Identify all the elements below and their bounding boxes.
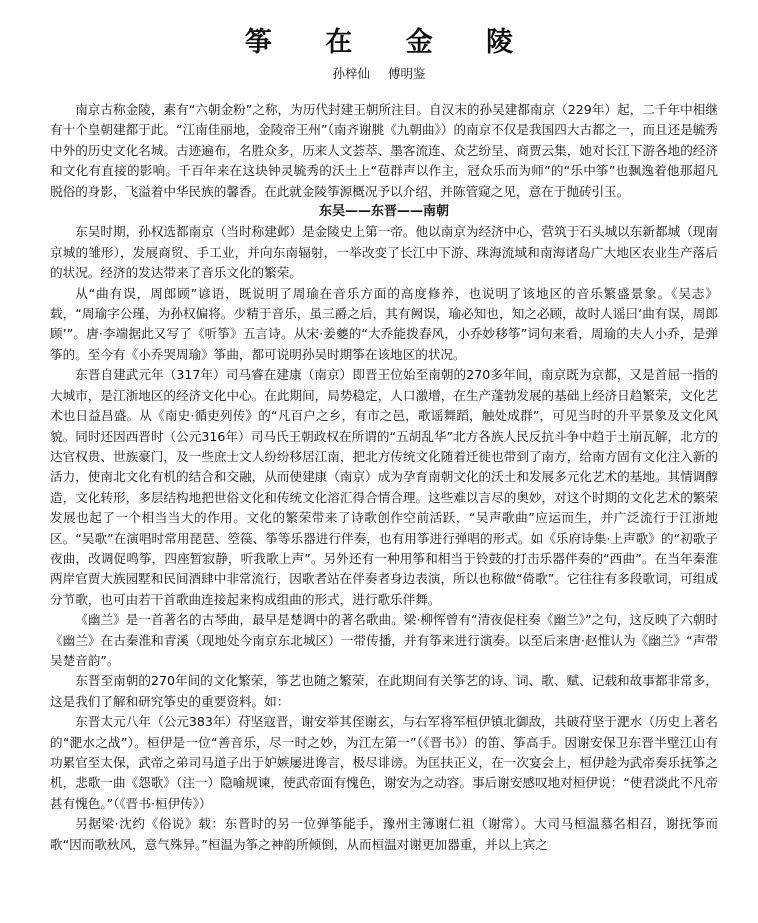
paragraph-intro: 南京古称金陵，素有“六朝金粉”之称，为历代封建王朝所注目。自汉末的孙吴建都南京（229年）起，二千年中相继有十个皇朝建都于此。“江南佳丽地，金陵帝王州”（南齐谢朓《九朝曲》）的南京不仅是我国四大古都之一，而且还是毓秀中外的历史文化名城。古迹遍布，名胜众多，历来人文荟萃、墨客流连、众艺纷呈、商贾云集，她对长江下游各地的经济和文化有直接的影响。千百年来在这块钟灵毓秀的沃土上“苞群声以作主，冠众乐而为师”的“乐中筝”也飘逸着他那超凡脱俗的身影，飞溢着中华民族的馨香。在此就金陵筝源概况予以介绍，并陈管窥之见，意在于抛砖引玉。 bbox=[50, 102, 718, 199]
paragraph-xie-shang: 另据梁·沈约《俗说》载：东晋时的另一位弹筝能手，豫州主簿谢仁祖（谢常）。大司马桓温慕名相召，谢抚筝而歌“因而歌秋风，意气殊异。”桓温为筝之神韵所倾倒，从而桓温对谢更加器重，并以上宾之 bbox=[50, 816, 718, 852]
author-line: 孙梓仙 傅明鉴 bbox=[332, 66, 426, 81]
paragraph-zhou-yu: 从“曲有误，周郎顾”谚语，既说明了周瑜在音乐方面的高度修养，也说明了该地区的音乐繁盛景象。《吴志》载，“周瑜字公瑾，为孙权偏将。少精于音乐，虽三爵之后，其有阙误，瑜必知也，知之必顾，故时人谣曰‘曲有误，周郎顾’”。唐·李端据此又写了《听筝》五言诗。从宋·姜夔的“大乔能拨春风，小乔妙移筝”词句来看，周瑜的夫人小乔，是弹筝的。至今有《小乔哭周瑜》筝曲，都可说明孙吴时期筝在该地区的状况。 bbox=[50, 285, 718, 362]
paragraph-huan-yi: 东晋太元八年（公元383年）苻坚寇晋，谢安举其侄谢玄，与右军将军桓伊镇北御敌，共破苻坚于淝水（历史上著名的“淝水之战”）。桓伊是一位“善音乐，尽一时之妙，为江左第一”（《晋书》）的笛、筝高手。因谢安保卫东晋半壁江山有功累官至太保，武帝之弟司马道子出于妒嫉屡进谗言，极尽诽谤。为匡扶正义，在一次宴会上，桓伊趁为武帝奏乐抚筝之机，悲歌一曲《怨歌》（注一）隐喻规谏，使武帝面有愧色，谢安为之动容。事后谢安感叹地对桓伊说：“使君淡此不凡帝甚有愧色。”（《晋书·桓伊传》） bbox=[50, 714, 718, 811]
paragraph-eastern-jin: 东晋自建武元年（317年）司马睿在建康（南京）即晋王位始至南朝的270多年间，南京既为京都，又是首屈一指的大城市，是江浙地区的经济文化中心。在此期间，局势稳定，人口激增，在生产蓬勃发展的基础上经济日趋繁荣，文化艺术也日益昌盛。从《南史·循吏列传》的“凡百户之乡，有市之邑，歌谣舞蹈，触处成群”，可见当时的升平景象及文化风貌。同时还因西晋时（公元316年）司马氏王朝政权在所谓的“五胡乱华”北方各族人民反抗斗争中趋于土崩瓦解，北方的达官权贵、世族豪门，及一些庶士文人纷纷移居江南，把北方传统文化随着迁徙也带到了南方，给南方固有文化注入新的活力，使南北文化有机的结合和交融，从而使建康（南京）成为孕育南朝文化的沃土和发展多元化艺术的基地。其情调醇造，文化转形，多层结构地把世俗文化和传统文化溶汇得合情合理。这些难以言尽的奥妙，对这个时期的文化艺术的繁荣发展也起了一个相当当大的作用。文化的繁荣带来了诗歌创作空前活跃，“吴声歌曲”应运而生，并广泛流行于江浙地区。“吴歌”在演唱时常用琵琶、箜篌、筝等乐器进行伴奏，也有用筝进行弹唱的形式。如《乐府诗集·上声歌》的“初歌子夜曲，改调促鸣筝，四座暂寂静，听我歌上声”。另外还有一种用筝和相当于铃鼓的打击乐器伴奏的“西曲”。在当年秦淮两岸官贾大族园墅和民间酒肆中非常流行，因歌者站在伴奏者身边表演，所以也称做“倚歌”。它往往有多段歌词，可组成分节歌，也可由若干首歌曲连接起来构成组曲的形式，进行歌乐伴舞。 bbox=[50, 367, 718, 607]
paragraph-eastern-wu: 东吴时期，孙权选都南京（当时称建邺）是金陵史上第一帝。他以南京为经济中心，营筑于石头城以东新都城（现南京城的雏形），发展商贸、手工业，并向东南辐射，一举改变了长江中下游、珠海流域和南海诸岛广大地区农业生产落后的状况。经济的发达带来了音乐文化的繁荣。 bbox=[50, 224, 718, 281]
paragraph-youlan: 《幽兰》是一首著名的古琴曲，最早是楚调中的著名歌曲。梁·柳恽曾有“清夜促柱奏《幽兰》”之句，这反映了六朝时《幽兰》在古秦淮和青溪（现地处今南京东北城区）一带传播，并有筝来进行演奏。以至后来唐·赵惟认为《幽兰》“声带吴楚音韵”。 bbox=[50, 612, 718, 668]
section-heading: 东吴——东晋——南朝 bbox=[318, 204, 449, 220]
paragraph-culture: 东晋至南朝的270年间的文化繁荣，筝艺也随之繁荣，在此期间有关筝艺的诗、词、歌、赋、记载和故事都非常多，这是我们了解和研究筝史的重要资料。如： bbox=[50, 673, 718, 709]
document-title: 筝 在 金 陵 bbox=[244, 27, 536, 58]
article-body bbox=[50, 100, 718, 855]
